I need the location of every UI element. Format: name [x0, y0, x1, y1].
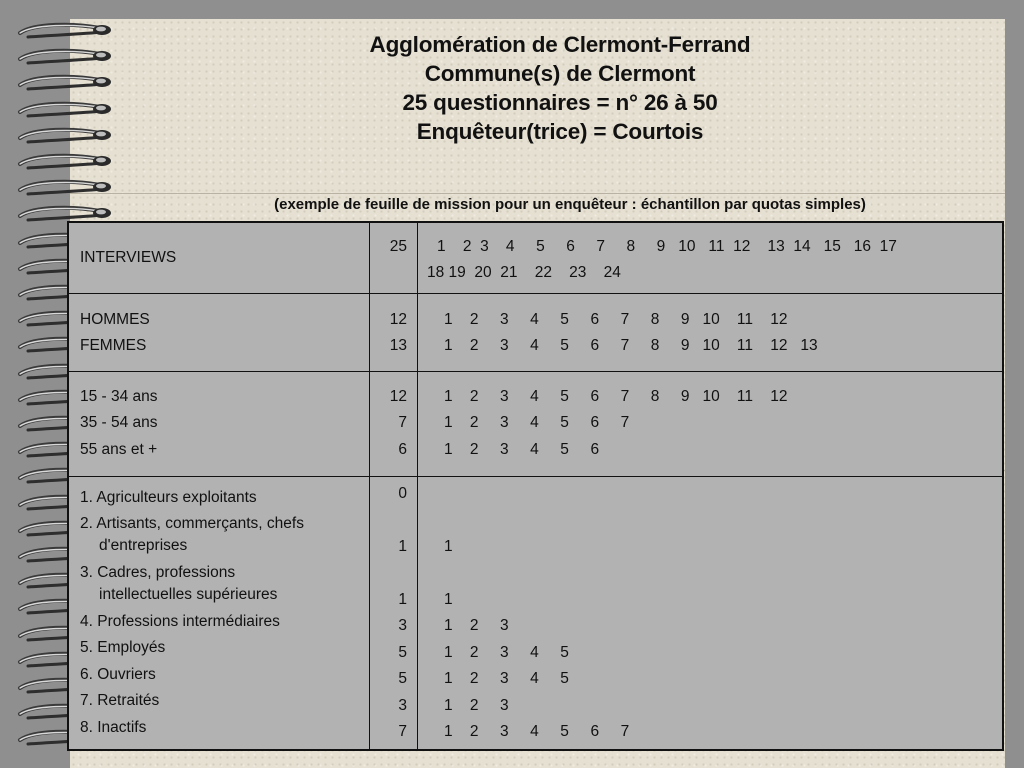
sex-count-hommes: 12: [389, 311, 407, 328]
pcs-label-cadres: 3. Cadres, professions: [80, 564, 236, 581]
spiral-ring-icon: [14, 21, 114, 43]
pcs-count-employes: 5: [398, 644, 407, 661]
age-sequence-35-54: 1 2 3 4 5 6 7: [444, 414, 630, 431]
column-divider: [369, 223, 370, 749]
row-divider: [69, 371, 1002, 372]
spiral-ring-icon: [14, 126, 114, 148]
pcs-sequence-employes: 1 2 3 4 5: [444, 644, 569, 661]
pcs-count-inactifs: 7: [398, 723, 407, 740]
interviews-sequence-line1: 1 2 3 4 5 6 7 8 9 10 11 12 13 14 15 16 17: [437, 238, 897, 255]
title-line-questionnaires: 25 questionnaires = n° 26 à 50: [402, 90, 718, 115]
pcs-label-retraites: 7. Retraités: [80, 692, 160, 709]
age-sequence-15-34: 1 2 3 4 5 6 7 8 9 10 11 12: [444, 388, 788, 405]
paper-rule-line: [70, 193, 1005, 194]
age-label-15-34: 15 - 34 ans: [80, 388, 158, 405]
interviews-sequence-line2: 18 19 20 21 22 23 24: [427, 264, 621, 281]
pcs-sequence-artisans: 1: [444, 538, 453, 555]
spiral-ring-icon: [14, 47, 114, 69]
pcs-count-intermediaires: 3: [398, 617, 407, 634]
row-divider: [69, 476, 1002, 477]
sex-label-hommes: HOMMES: [80, 311, 150, 328]
age-sequence-55-plus: 1 2 3 4 5 6: [444, 441, 600, 458]
sex-label-femmes: FEMMES: [80, 337, 147, 354]
pcs-label-inactifs: 8. Inactifs: [80, 719, 147, 736]
pcs-sequence-retraites: 1 2 3: [444, 697, 509, 714]
pcs-sequence-cadres: 1: [444, 591, 453, 608]
pcs-sequence-ouvriers: 1 2 3 4 5: [444, 670, 569, 687]
column-divider: [417, 223, 418, 749]
spiral-ring-icon: [14, 100, 114, 122]
pcs-label-artisans: 2. Artisants, commerçants, chefs: [80, 515, 304, 532]
sex-sequence-femmes: 1 2 3 4 5 6 7 8 9 10 11 12 13: [444, 337, 818, 354]
spiral-ring-icon: [14, 73, 114, 95]
age-count-35-54: 7: [398, 414, 407, 431]
spiral-ring-icon: [14, 178, 114, 200]
subtitle: (exemple de feuille de mission pour un enquêteur : échantillon par quotas simples): [274, 196, 866, 213]
pcs-sequence-inactifs: 1 2 3 4 5 6 7: [444, 723, 630, 740]
quota-table: [67, 221, 1004, 751]
sex-sequence-hommes: 1 2 3 4 5 6 7 8 9 10 11 12: [444, 311, 788, 328]
row-divider: [69, 293, 1002, 294]
pcs-label-agriculteurs: 1. Agriculteurs exploitants: [80, 489, 257, 506]
pcs-count-cadres: 1: [398, 591, 407, 608]
pcs-sequence-intermediaires: 1 2 3: [444, 617, 509, 634]
pcs-count-ouvriers: 5: [398, 670, 407, 687]
sex-count-femmes: 13: [389, 337, 407, 354]
pcs-count-retraites: 3: [398, 697, 407, 714]
age-label-35-54: 35 - 54 ans: [80, 414, 158, 431]
pcs-count-agriculteurs: 0: [398, 485, 407, 502]
pcs-label-cadres-cont: intellectuelles supérieures: [99, 586, 278, 603]
pcs-label-artisans-cont: d'entreprises: [99, 537, 188, 554]
age-label-55-plus: 55 ans et +: [80, 441, 158, 458]
title-line-commune: Commune(s) de Clermont: [424, 61, 696, 86]
interviews-count: 25: [389, 238, 407, 255]
title-line-agglomeration: Agglomération de Clermont-Ferrand: [369, 32, 751, 57]
interviews-label: INTERVIEWS: [80, 249, 177, 266]
title-line-enqueteur: Enquêteur(trice) = Courtois: [416, 119, 704, 144]
pcs-count-artisans: 1: [398, 538, 407, 555]
age-count-55-plus: 6: [398, 441, 407, 458]
spiral-ring-icon: [14, 152, 114, 174]
title-block: [120, 30, 1000, 146]
pcs-label-ouvriers: 6. Ouvriers: [80, 666, 156, 683]
pcs-label-intermediaires: 4. Professions intermédiaires: [80, 613, 280, 630]
pcs-label-employes: 5. Employés: [80, 639, 166, 656]
age-count-15-34: 12: [389, 388, 407, 405]
